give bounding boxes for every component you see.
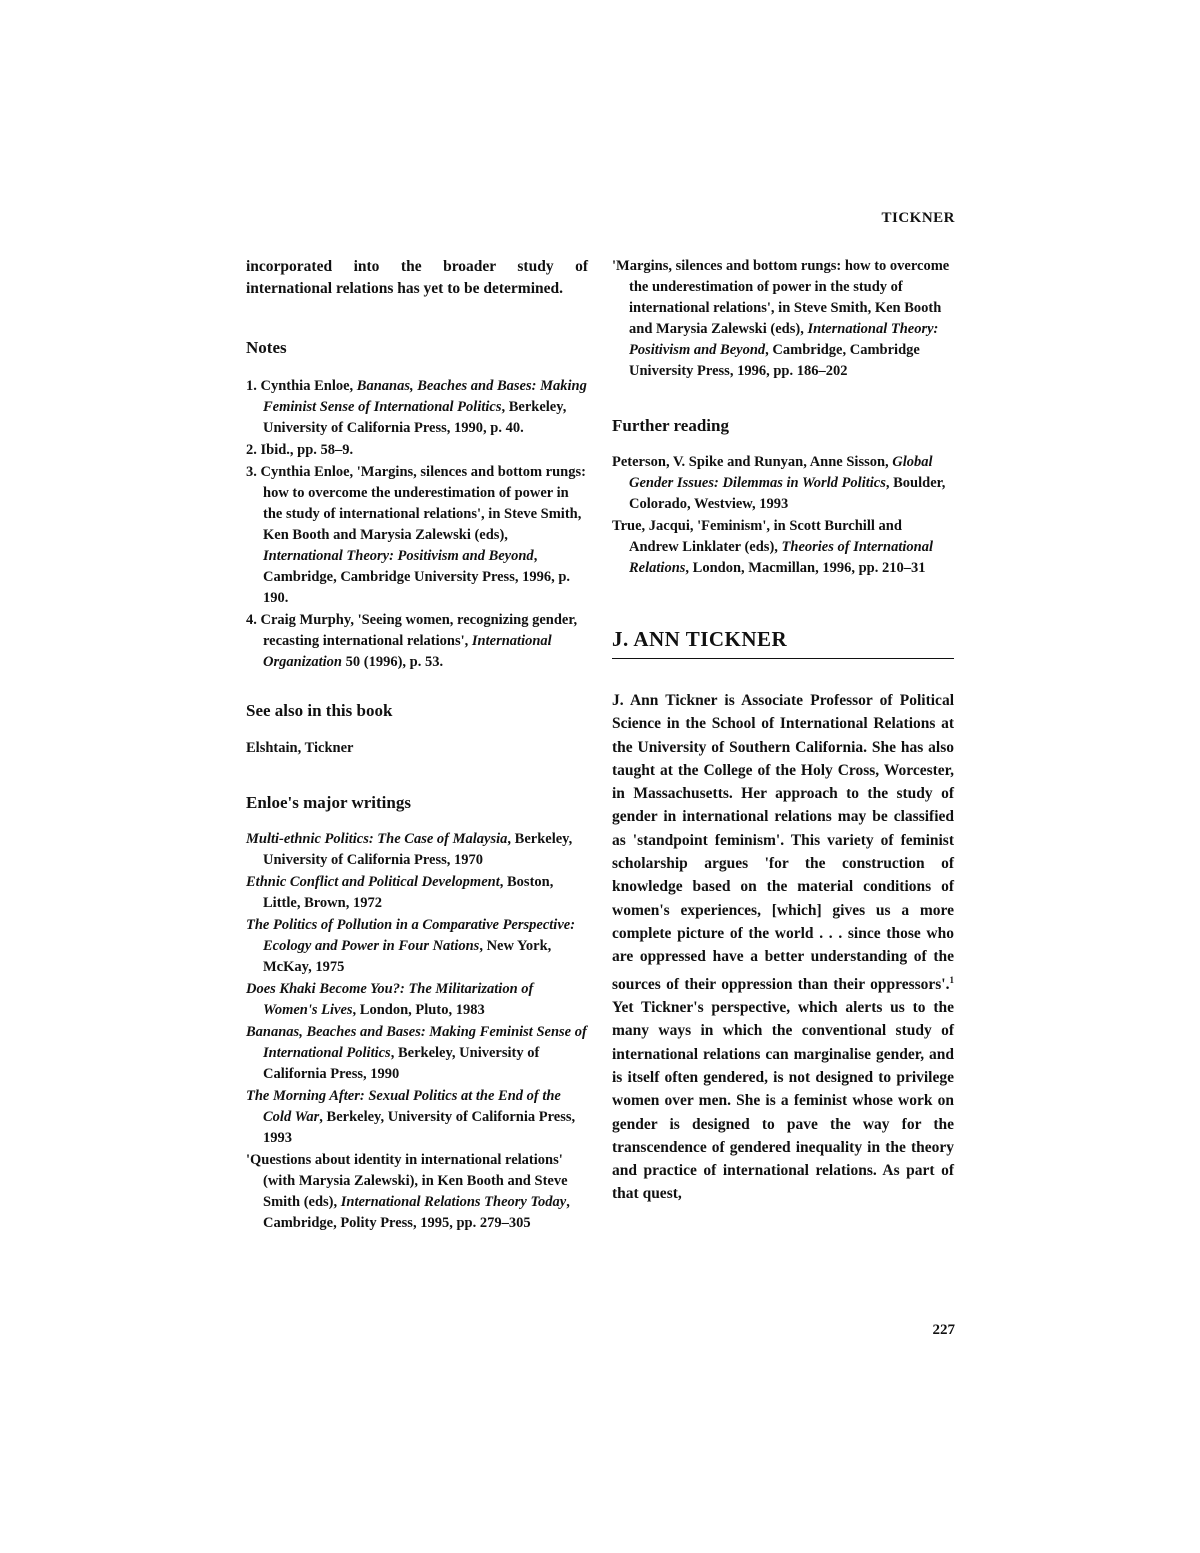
writings-list [246,829,588,1234]
writing-item: Bananas, Beaches and Bases: Making Feminist Sense of International Politics, Berkeley, University of California Press, 1990 [246,1024,587,1082]
writing-item: Ethnic Conflict and Political Development, Boston, Little, Brown, 1972 [246,874,554,911]
notes-heading: Notes [246,338,287,357]
author-heading: J. ANN TICKNER [612,627,954,659]
writing-item: The Politics of Pollution in a Comparative Perspective: Ecology and Power in Four Nations, New York, McKay, 1975 [246,917,576,975]
right-column [612,256,954,1206]
writing-item: 'Questions about identity in international relations' (with Marysia Zalewski), in Ken Booth and Steve Smith (eds), International Relations Theory Today, Cambridge, Polity Press, 1995, pp. 279–305 [246,1152,570,1231]
running-head: TICKNER [881,210,955,226]
notes-list [246,376,588,673]
note-item: 1. Cynthia Enloe, Bananas, Beaches and Bases: Making Feminist Sense of International Politics, Berkeley, University of California Press, 1990, p. 40. [246,378,587,436]
left-column [246,256,588,1235]
further-reading-item: True, Jacqui, 'Feminism', in Scott Burchill and Andrew Linklater (eds), Theories of International Relations, London, Macmillan, 1996, pp. 210–31 [612,518,933,576]
writing-item: Multi-ethnic Politics: The Case of Malaysia, Berkeley, University of California Press, 1970 [246,831,573,868]
page-number: 227 [932,1322,955,1338]
footnote-marker: 1 [949,974,954,985]
note-item: 3. Cynthia Enloe, 'Margins, silences and bottom rungs: how to overcome the underestimation of power in the study of international relations', in Steve Smith, Ken Booth and Marysia Zalewski (eds), International Theory: Positivism and Beyond, Cambridge, Cambridge University Press, 1996, p. 190. [246,464,586,606]
further-reading-item: Peterson, V. Spike and Runyan, Anne Sisson, Global Gender Issues: Dilemmas in World Politics, Boulder, Colorado, Westview, 1993 [612,454,946,512]
note-item: 2. Ibid., pp. 58–9. [246,442,354,458]
see-also-heading: See also in this book [246,701,393,720]
writings-heading: Enloe's major writings [246,793,411,812]
writing-item: Does Khaki Become You?: The Militarization of Women's Lives, London, Pluto, 1983 [246,981,534,1018]
continued-reference: 'Margins, silences and bottom rungs: how to overcome the underestimation of power in the study of international relations', in Steve Smith, Ken Booth and Marysia Zalewski (eds), International Theory: Positivism and Beyond, Cambridge, Cambridge University Press, 1996, pp. 186–202 [612,258,950,379]
intro-text: incorporated into the broader study of international relations has yet to be determined. [246,258,588,297]
further-reading-list [612,452,954,579]
author-bio: J. Ann Tickner is Associate Professor of Political Science in the School of International Relations at the University of Southern California. She has also taught at the College of the Holy Cross, Worcester, in Massachusetts. Her approach to the study of gender in international relations may be classified as 'standpoint feminism'. This variety of feminist scholarship argues 'for the construction of knowledge based on the material conditions of women's experiences, [which] gives us a more complete picture of the world . . . since those who are oppressed have a better understanding of the sources of their oppression than their oppressors'.$^1$ Yet Tickner's perspective, which alerts us to the many ways in which the conventional study of international relations can marginalise gender, and is itself often gendered, is not designed to privilege women over men. She is a feminist whose work on gender is designed to pave the way for the transcendence of gendered inequality in the theory and practice of international relations. As part of that quest, [612,692,954,1203]
see-also-text: Elshtain, Tickner [246,740,354,756]
note-item: 4. Craig Murphy, 'Seeing women, recognizing gender, recasting international relations', International Organization 50 (1996), p. 53. [246,612,578,670]
further-reading-heading: Further reading [612,416,729,435]
writing-item: The Morning After: Sexual Politics at the End of the Cold War, Berkeley, University of California Press, 1993 [246,1088,576,1146]
